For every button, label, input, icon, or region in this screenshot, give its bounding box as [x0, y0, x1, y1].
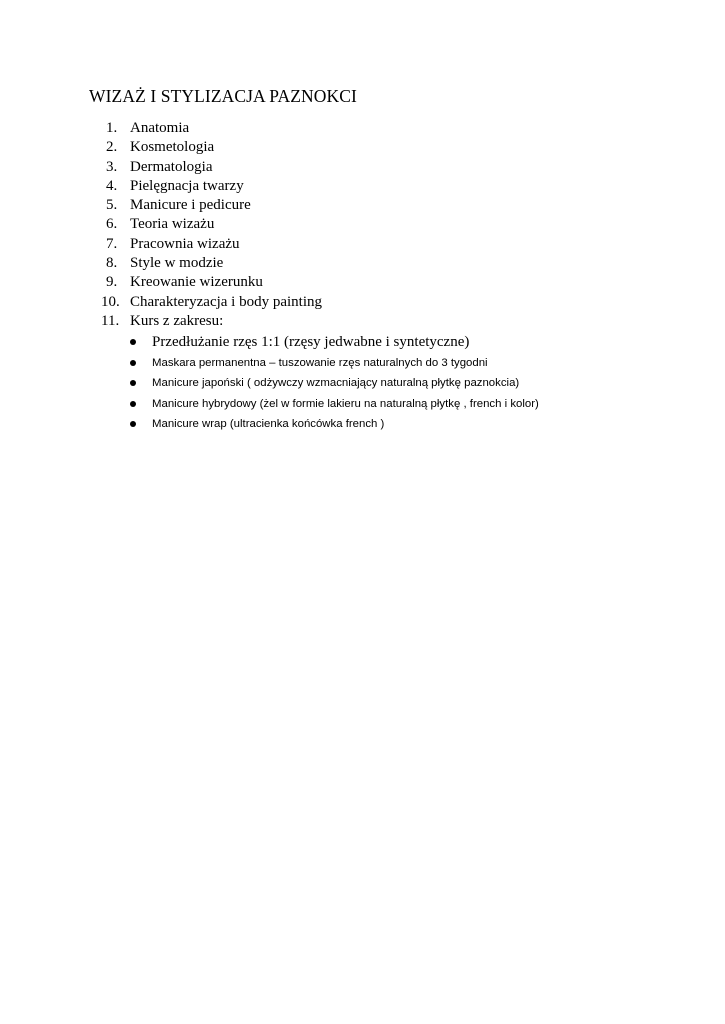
- bullet-icon: [130, 421, 136, 427]
- list-item-number: 7.: [106, 235, 118, 252]
- bullet-item-text: Manicure japoński ( odżywczy wzmacniający naturalną płytkę paznokcia): [152, 377, 520, 390]
- list-item-text: Manicure i pedicure: [130, 197, 251, 214]
- bullet-icon: [130, 401, 136, 407]
- bullet-item-text: Manicure wrap (ultracienka końcówka french ): [152, 418, 385, 431]
- list-item-text: Teoria wizażu: [130, 216, 215, 233]
- list-item-text: Style w modzie: [130, 255, 224, 272]
- document-title: WIZAŻ I STYLIZACJA PAZNOKCI: [89, 86, 357, 106]
- list-item-number: 8.: [106, 255, 118, 272]
- list-item-number: 5.: [106, 197, 118, 214]
- list-item-number: 6.: [106, 216, 118, 233]
- list-item-text: Kreowanie wizerunku: [130, 274, 263, 291]
- list-item-number: 2.: [106, 139, 118, 156]
- bullet-item-text: Manicure hybrydowy (żel w formie lakieru na naturalną płytkę , french i kolor): [152, 397, 539, 410]
- list-item-text: Dermatologia: [130, 158, 213, 175]
- list-item-text: Charakteryzacja i body painting: [130, 293, 323, 310]
- bullet-icon: [130, 380, 136, 386]
- list-item-number: 9.: [106, 274, 118, 291]
- bullet-item-text: Przedłużanie rzęs 1:1 (rzęsy jedwabne i syntetyczne): [152, 334, 470, 350]
- list-item-number: 11.: [101, 312, 120, 329]
- list-item-text: Anatomia: [130, 120, 190, 136]
- list-item-text: Pracownia wizażu: [130, 235, 240, 252]
- list-item-text: Kosmetologia: [130, 139, 215, 156]
- list-item-text: Pielęgnacja twarzy: [130, 177, 244, 194]
- bullet-item-text: Maskara permanentna – tuszowanie rzęs naturalnych do 3 tygodni: [152, 356, 488, 369]
- list-item-number: 1.: [106, 120, 118, 136]
- list-item-number: 4.: [106, 177, 118, 194]
- list-item-number: 3.: [106, 158, 118, 175]
- bullet-icon: [130, 339, 136, 345]
- bullet-icon: [130, 360, 136, 366]
- list-item-number: 10.: [101, 293, 120, 310]
- list-item-text: Kurs z zakresu:: [130, 312, 224, 329]
